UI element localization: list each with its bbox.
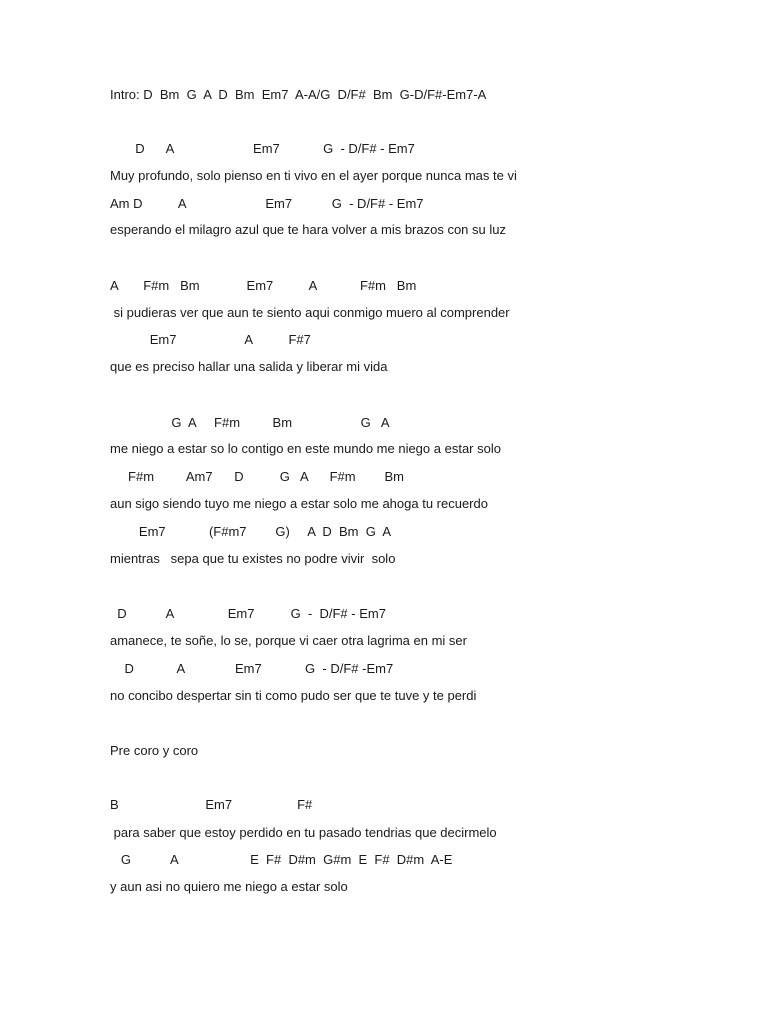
verse1-lyric-2: esperando el milagro azul que te hara volver a mis brazos con su luz (110, 222, 506, 237)
verse1-lyric-1: Muy profundo, solo pienso en ti vivo en el ayer porque nunca mas te vi (110, 168, 517, 183)
chorus1-chords-1: G A F#m Bm G A (110, 415, 390, 430)
verse3-chords-2: D A Em7 G - D/F# -Em7 (110, 661, 394, 676)
verse3-lyric-1: amanece, te soñe, lo se, porque vi caer otra lagrima en mi ser (110, 633, 467, 648)
verse3-lyric-2: no concibo despertar sin ti como pudo ser que te tuve y te perdi (110, 688, 477, 703)
verse2-lyric-2: que es preciso hallar una salida y liberar mi vida (110, 359, 388, 374)
verse3-chords-1: D A Em7 G - D/F# - Em7 (110, 606, 386, 621)
verse2-chords-2: Em7 A F#7 (110, 332, 311, 347)
verse1-chords-2: Am D A Em7 G - D/F# - Em7 (110, 196, 424, 211)
prechorus-chords-1: B Em7 F# (110, 797, 313, 812)
chorus1-chords-2: F#m Am7 D G A F#m Bm (110, 469, 405, 484)
verse1-chords-1: D A Em7 G - D/F# - Em7 (110, 141, 415, 156)
prechorus-chords-2: G A E F# D#m G#m E F# D#m A-E (110, 852, 453, 867)
chorus1-lyric-1: me niego a estar so lo contigo en este mundo me niego a estar solo (110, 441, 501, 456)
prechorus-lyric-2: y aun asi no quiero me niego a estar solo (110, 879, 348, 894)
section-label: Pre coro y coro (110, 743, 199, 758)
chorus1-chords-3: Em7 (F#m7 G) A D Bm G A (110, 524, 392, 539)
chorus1-lyric-2: aun sigo siendo tuyo me niego a estar solo me ahoga tu recuerdo (110, 496, 488, 511)
prechorus-lyric-1: para saber que estoy perdido en tu pasado tendrias que decirmelo (110, 825, 497, 840)
verse2-lyric-1: si pudieras ver que aun te siento aqui conmigo muero al comprender (110, 305, 510, 320)
intro-chords: Intro: D Bm G A D Bm Em7 A-A/G D/F# Bm G-D/F#-Em7-A (110, 87, 487, 102)
verse2-chords-1: A F#m Bm Em7 A F#m Bm (110, 278, 417, 293)
chorus1-lyric-3: mientras sepa que tu existes no podre vivir solo (110, 551, 396, 566)
